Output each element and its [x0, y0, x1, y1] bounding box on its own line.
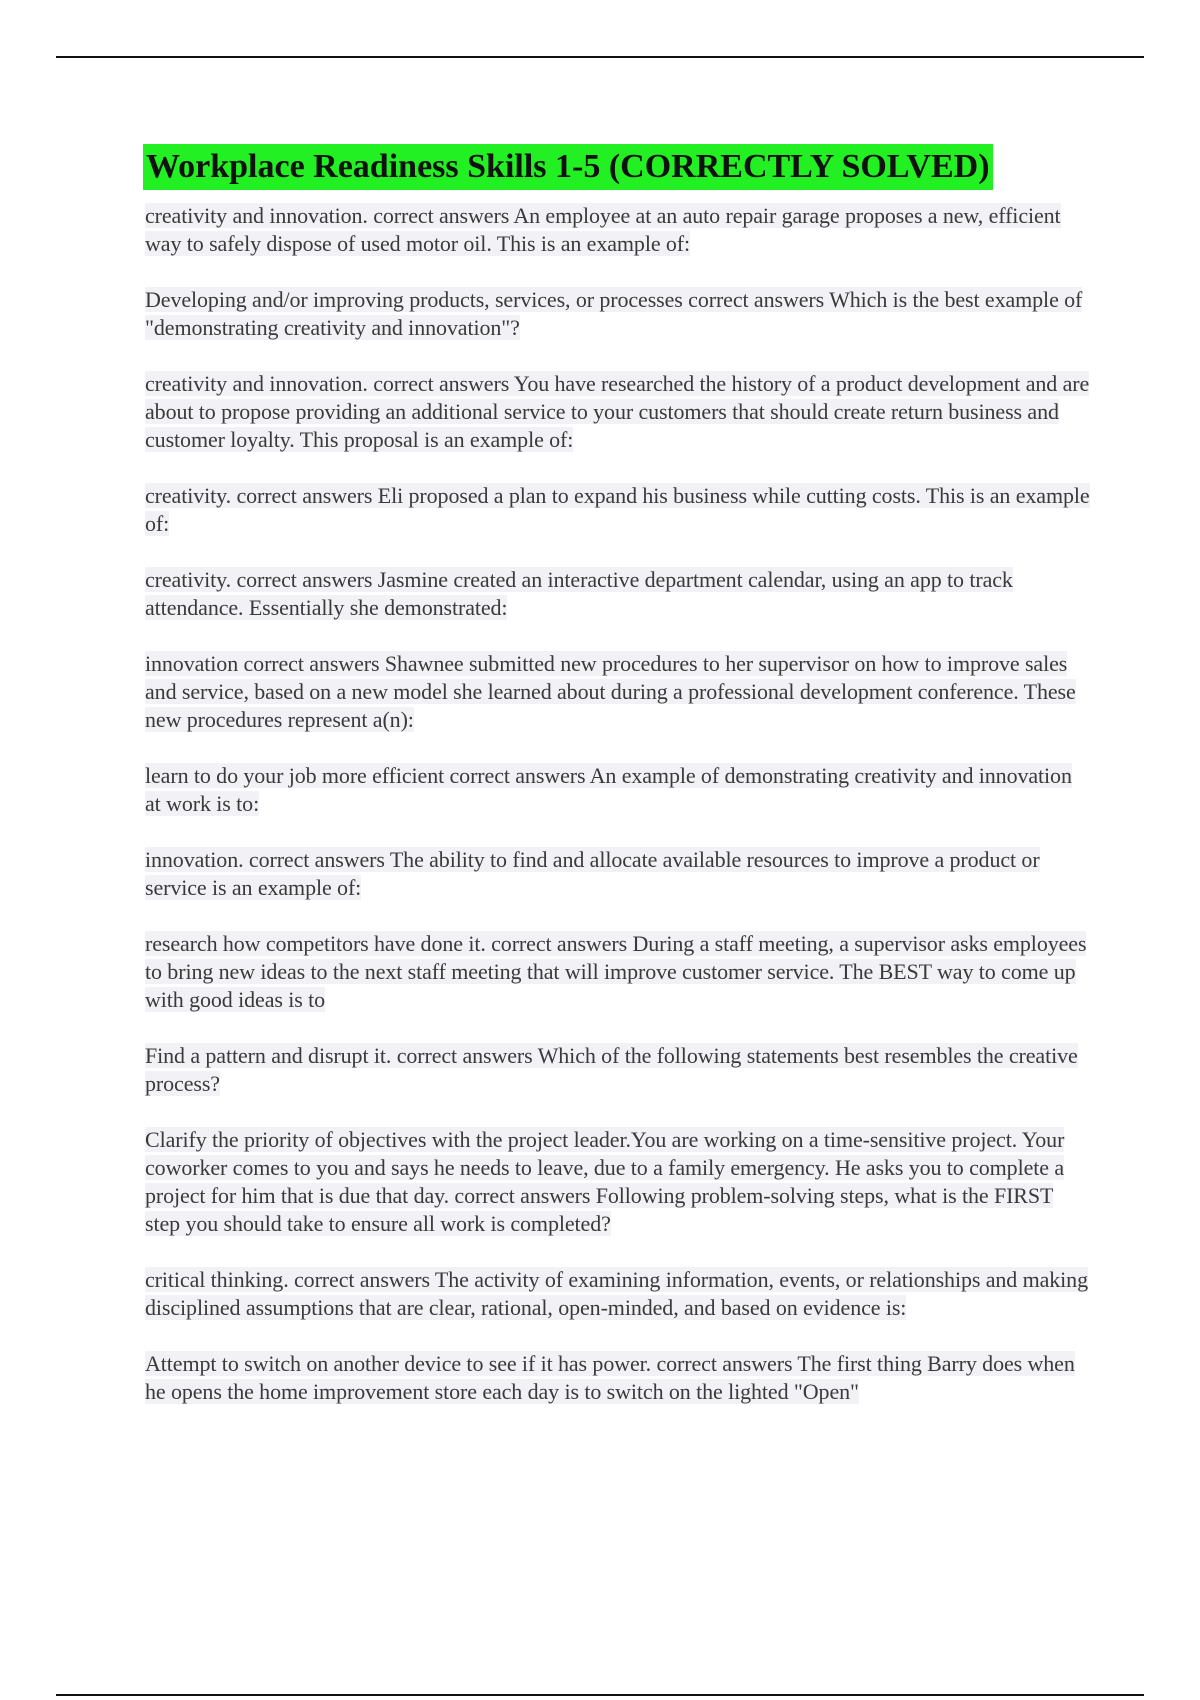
qa-text: learn to do your job more efficient correct answers An example of demonstrating creativity and innovation at work is to: — [145, 763, 1072, 816]
qa-entry — [145, 202, 1090, 258]
document-title: Workplace Readiness Skills 1-5 (CORRECTLY SOLVED) — [143, 144, 993, 190]
bottom-rule — [56, 1694, 1144, 1696]
qa-text: innovation correct answers Shawnee submitted new procedures to her supervisor on how to improve sales and service, based on a new model she learned about during a professional development conference. These new procedures represent a(n): — [145, 651, 1076, 732]
qa-entry — [145, 370, 1090, 454]
qa-entry — [145, 1042, 1090, 1098]
qa-entry — [145, 762, 1090, 818]
qa-text: Find a pattern and disrupt it. correct answers Which of the following statements best resembles the creative process? — [145, 1043, 1078, 1096]
qa-text: research how competitors have done it. correct answers During a staff meeting, a supervisor asks employees to bring new ideas to the next staff meeting that will improve customer service. The BEST way to come up with good ideas is to — [145, 931, 1087, 1012]
qa-text: creativity and innovation. correct answers An employee at an auto repair garage proposes a new, efficient way to safely dispose of used motor oil. This is an example of: — [145, 203, 1061, 256]
qa-entry — [145, 930, 1090, 1014]
document-body — [145, 144, 1090, 1434]
qa-text: critical thinking. correct answers The activity of examining information, events, or relationships and making disciplined assumptions that are clear, rational, open-minded, and based on evidence is: — [145, 1267, 1088, 1320]
qa-text: Clarify the priority of objectives with the project leader.You are working on a time-sensitive project. Your coworker comes to you and says he needs to leave, due to a family emergency. He asks you to complete a project for him that is due that day. correct answers Following problem-solving steps, what is the FIRST step you should take to ensure all work is completed? — [145, 1127, 1065, 1236]
qa-entry — [145, 846, 1090, 902]
qa-text: creativity. correct answers Jasmine created an interactive department calendar, using an app to track attendance. Essentially she demonstrated: — [145, 567, 1013, 620]
top-rule — [56, 56, 1144, 58]
qa-text: creativity. correct answers Eli proposed a plan to expand his business while cutting costs. This is an example of: — [145, 483, 1090, 536]
qa-entry — [145, 1126, 1090, 1238]
qa-entry — [145, 482, 1090, 538]
qa-entry — [145, 650, 1090, 734]
qa-entry — [145, 566, 1090, 622]
qa-text: Attempt to switch on another device to see if it has power. correct answers The first thing Barry does when he opens the home improvement store each day is to switch on the lighted "Open" — [145, 1351, 1075, 1404]
qa-text: Developing and/or improving products, services, or processes correct answers Which is the best example of "demonstrating creativity and innovation"? — [145, 287, 1083, 340]
qa-text: innovation. correct answers The ability to find and allocate available resources to improve a product or service is an example of: — [145, 847, 1040, 900]
qa-entry — [145, 1350, 1090, 1406]
qa-entry — [145, 1266, 1090, 1322]
qa-text: creativity and innovation. correct answers You have researched the history of a product development and are about to propose providing an additional service to your customers that should create return business and customer loyalty. This proposal is an example of: — [145, 371, 1090, 452]
qa-list — [145, 202, 1090, 1406]
qa-entry — [145, 286, 1090, 342]
